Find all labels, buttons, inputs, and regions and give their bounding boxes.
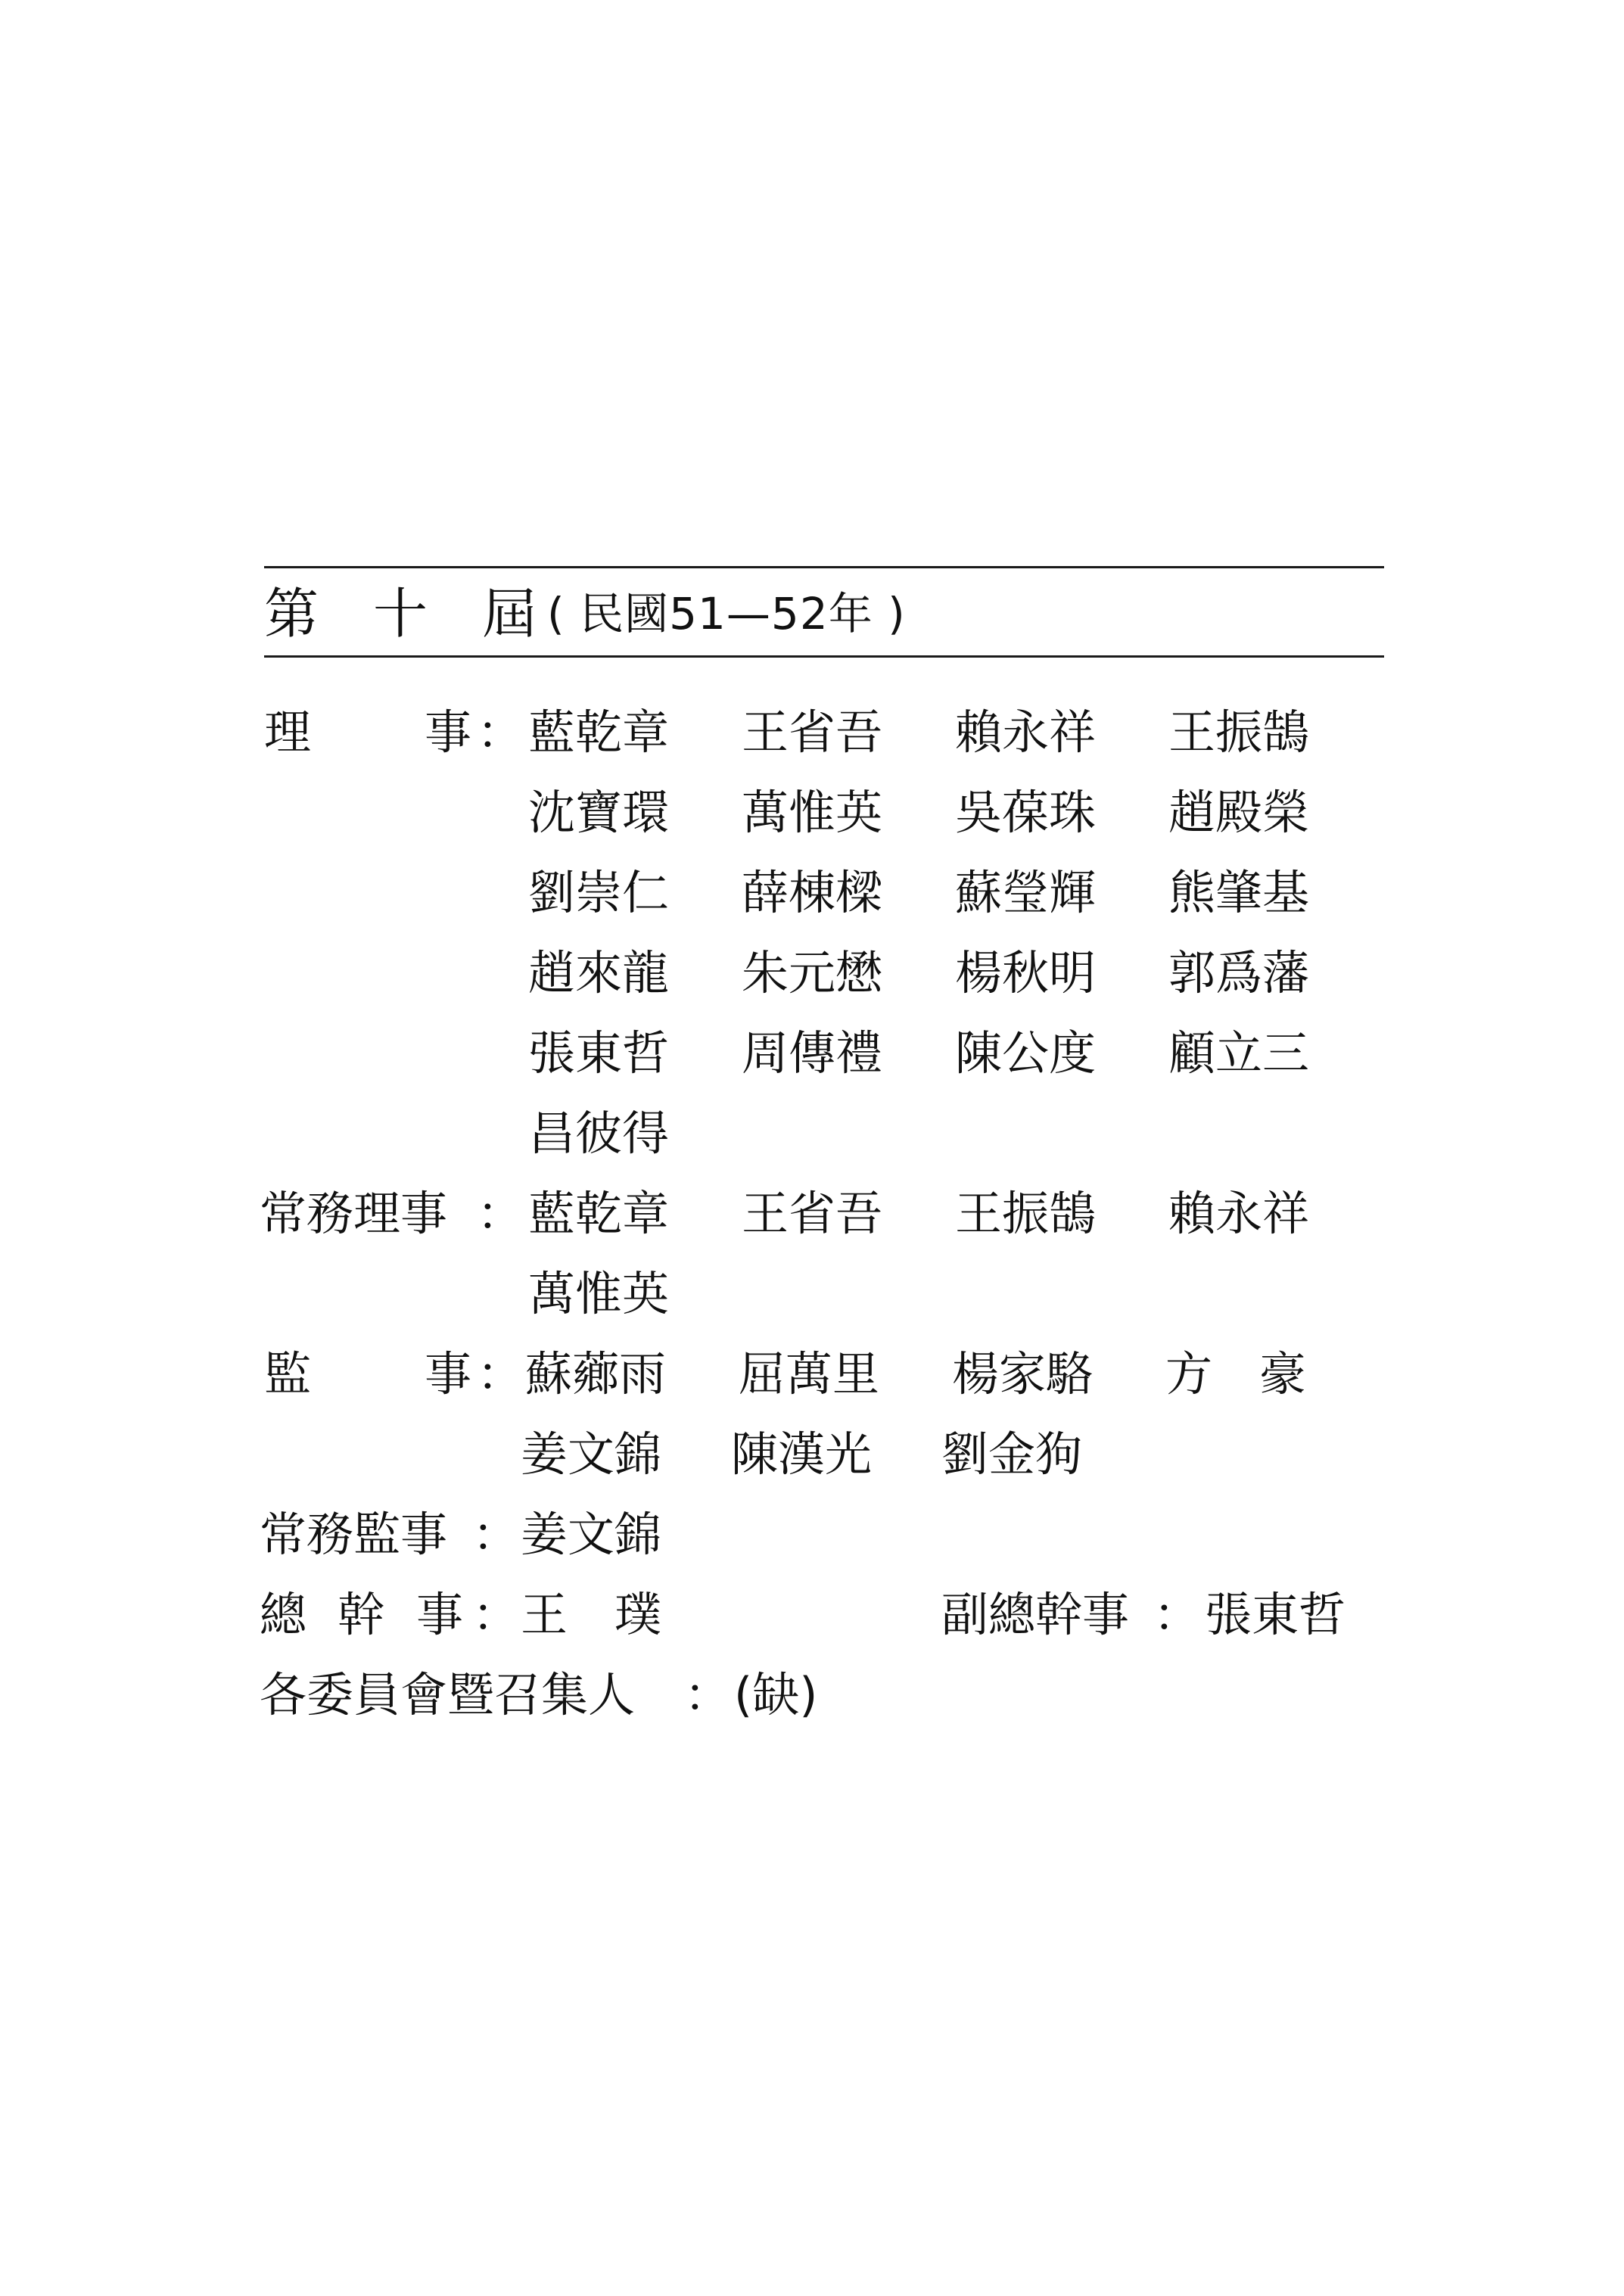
secretary-general-name: 王 璞: [521, 1587, 662, 1642]
heading-bottom-rule: [264, 655, 1384, 658]
director-name: 楊秋明: [955, 945, 1097, 1000]
directors-label-char: 理: [264, 705, 312, 760]
standing-director-name: 賴永祥: [1168, 1186, 1310, 1241]
director-name: 沈寶環: [528, 785, 670, 840]
supervisor-name: 劉金狗: [941, 1426, 1083, 1482]
secretary-general-label-char: 總: [260, 1587, 307, 1642]
standing-supervisor-colon: ：: [472, 1507, 520, 1562]
director-name: 薛棟樑: [742, 865, 883, 920]
director-name: 賴永祥: [955, 705, 1097, 760]
director-name: 萬惟英: [742, 785, 883, 840]
supervisor-name: 方 豪: [1165, 1346, 1307, 1402]
director-name: 蘇瑩輝: [955, 865, 1097, 920]
committees-colon: ：: [684, 1667, 732, 1722]
director-name: 藍乾章: [528, 705, 670, 760]
committees-label: 各委員會暨召集人: [260, 1667, 636, 1722]
director-name: 熊肇基: [1168, 865, 1310, 920]
deputy-secretary-general-label: 副總幹事: [941, 1587, 1130, 1642]
director-name: 王振鵠: [1168, 705, 1310, 760]
directors-colon: ：: [477, 705, 524, 760]
secretary-general-label-char: 事: [416, 1587, 464, 1642]
director-name: 劉崇仁: [528, 865, 670, 920]
standing-director-name: 王振鵠: [955, 1186, 1097, 1241]
director-name: 周傳禮: [742, 1025, 883, 1081]
deputy-secretary-general-name: 張東哲: [1205, 1587, 1346, 1642]
supervisor-name: 屈萬里: [739, 1346, 880, 1402]
director-name: 張東哲: [528, 1025, 670, 1081]
director-name: 郭爲藩: [1168, 945, 1310, 1000]
supervisor-name: 陳漢光: [731, 1426, 873, 1482]
director-name: 吳葆珠: [955, 785, 1097, 840]
supervisor-name: 姜文錦: [521, 1426, 662, 1482]
director-name: 顧立三: [1168, 1025, 1310, 1081]
standing-directors-label: 常務理事: [260, 1186, 448, 1241]
directors-label-char: 事: [425, 705, 472, 760]
supervisor-name: 楊家駱: [952, 1346, 1094, 1402]
director-name: 趙殿榮: [1168, 785, 1310, 840]
heading-char: 十: [373, 582, 428, 646]
heading-char: 屆: [482, 582, 537, 646]
director-name: 王省吾: [742, 705, 883, 760]
standing-director-name: 藍乾章: [528, 1186, 670, 1241]
heading-top-rule: [264, 566, 1384, 568]
deputy-secretary-general-colon: ：: [1153, 1587, 1201, 1642]
committees-value: (缺): [734, 1667, 818, 1722]
director-name: 陳公度: [955, 1025, 1097, 1081]
standing-director-name: 萬惟英: [528, 1266, 670, 1321]
standing-supervisor-label: 常務監事: [260, 1507, 448, 1562]
secretary-general-colon: ：: [472, 1587, 520, 1642]
supervisors-colon: ：: [477, 1346, 524, 1402]
director-name: 朱元懋: [742, 945, 883, 1000]
standing-supervisor-name: 姜文錦: [521, 1507, 662, 1562]
supervisor-name: 蘇薌雨: [525, 1346, 667, 1402]
secretary-general-label-char: 幹: [338, 1587, 385, 1642]
standing-director-name: 王省吾: [742, 1186, 883, 1241]
heading-years: ( 民國51—52年 ): [547, 588, 906, 639]
heading-char: 第: [264, 582, 319, 646]
supervisors-label-char: 事: [425, 1346, 472, 1402]
section-heading: [264, 581, 906, 646]
supervisors-label-char: 監: [264, 1346, 312, 1402]
director-name: 趙來龍: [528, 945, 670, 1000]
director-name: 昌彼得: [528, 1106, 670, 1161]
standing-directors-colon: ：: [477, 1186, 524, 1241]
